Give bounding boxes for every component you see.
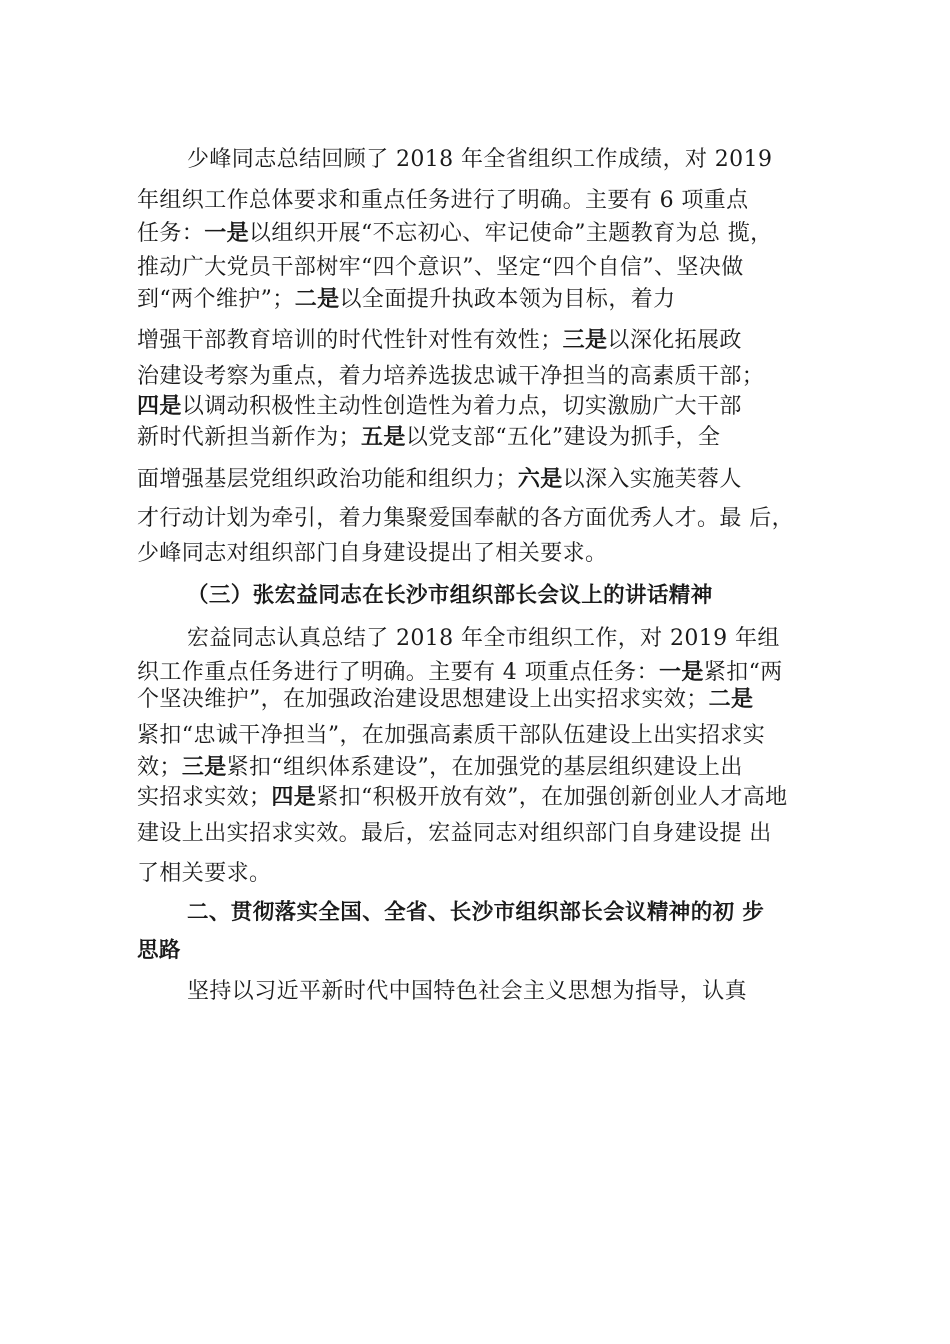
text: 以深化拓展政 bbox=[607, 328, 742, 353]
text: 面增强基层党组织政治功能和组织力； bbox=[137, 467, 518, 492]
paragraph2-line5 bbox=[137, 754, 743, 782]
keyword-third: 三是 bbox=[181, 755, 227, 780]
keyword-first: 一是 bbox=[659, 660, 704, 685]
paragraph2-line6 bbox=[137, 784, 788, 812]
paragraph1-line4: 推动广大党员干部树牢“四个意识”、坚定“四个自信”、坚决做 bbox=[137, 255, 744, 280]
text: 紧扣“组织体系建设”，在加强党的基层组织建设上出 bbox=[226, 755, 743, 780]
text: 新时代新担当新作为； bbox=[137, 425, 362, 450]
paragraph1-line1: 少峰同志总结回顾了 2018 年全省组织工作成绩，对 2019 bbox=[187, 147, 773, 172]
text: 个坚决维护”，在加强政治建设思想建设上出实招求实效； bbox=[137, 687, 709, 712]
text: 紧扣“两 bbox=[703, 660, 783, 685]
paragraph1-line5 bbox=[137, 286, 676, 314]
text: 以组织开展“不忘初心、牢记使命”主题教育为总 揽， bbox=[249, 221, 773, 246]
keyword-sixth: 六是 bbox=[517, 467, 563, 492]
paragraph1-line6 bbox=[137, 327, 742, 355]
text: 织工作重点任务进行了明确。主要有 4 项重点任务： bbox=[137, 660, 659, 685]
paragraph2-line2 bbox=[137, 659, 783, 687]
paragraph1-line11: 才行动计划为牵引，着力集聚爱国奉献的各方面优秀人才。最 后， bbox=[137, 506, 794, 531]
keyword-fifth: 五是 bbox=[361, 425, 406, 450]
paragraph2-line3 bbox=[137, 686, 753, 714]
paragraph1-line2: 年组织工作总体要求和重点任务进行了明确。主要有 6 项重点 bbox=[137, 188, 749, 213]
text: 增强干部教育培训的时代性针对性有效性； bbox=[137, 328, 563, 353]
section-heading-2-line2: 思路 bbox=[137, 938, 181, 963]
paragraph1-line7: 治建设考察为重点，着力培养选拔忠诚干净担当的高素质干部； bbox=[137, 364, 765, 389]
paragraph1-line8 bbox=[137, 393, 742, 421]
section-heading-3: （三）张宏益同志在长沙市组织部长会议上的讲话精神 bbox=[187, 583, 713, 608]
keyword-fourth: 四是 bbox=[271, 785, 317, 810]
text: 以党支部“五化”建设为抓手，全 bbox=[405, 425, 721, 450]
paragraph1-line10 bbox=[137, 466, 742, 494]
paragraph1-line12: 少峰同志对组织部门自身建设提出了相关要求。 bbox=[137, 541, 608, 566]
paragraph1-line3 bbox=[137, 220, 773, 248]
text: 实招求实效； bbox=[137, 785, 272, 810]
text: 以全面提升执政本领为目标，着力 bbox=[339, 287, 676, 312]
text: 效； bbox=[137, 755, 182, 780]
keyword-third: 三是 bbox=[562, 328, 608, 353]
text: 以深入实施芙蓉人 bbox=[562, 467, 742, 492]
paragraph2-line7: 建设上出实招求实效。最后，宏益同志对组织部门自身建设提 出 bbox=[137, 821, 772, 846]
section-heading-2-line1: 二、贯彻落实全国、全省、长沙市组织部长会议精神的初 步 bbox=[187, 900, 765, 925]
keyword-fourth: 四是 bbox=[137, 394, 182, 419]
text: 任务： bbox=[137, 221, 205, 246]
keyword-second: 二是 bbox=[708, 687, 754, 712]
keyword-first: 一是 bbox=[204, 221, 250, 246]
paragraph1-line9 bbox=[137, 424, 720, 452]
paragraph2-line8: 了相关要求。 bbox=[137, 861, 272, 886]
paragraph3-line1: 坚持以习近平新时代中国特色社会主义思想为指导，认真 bbox=[187, 979, 748, 1004]
text: 紧扣“积极开放有效”，在加强创新创业人才高地 bbox=[316, 785, 788, 810]
paragraph2-line1: 宏益同志认真总结了 2018 年全市组织工作，对 2019 年组 bbox=[187, 626, 780, 651]
keyword-second: 二是 bbox=[294, 287, 340, 312]
text: 到“两个维护”； bbox=[137, 287, 295, 312]
paragraph2-line4: 紧扣“忠诚干净担当”，在加强高素质干部队伍建设上出实招求实 bbox=[137, 723, 766, 748]
text: 以调动积极性主动性创造性为着力点，切实激励广大干部 bbox=[181, 394, 742, 419]
